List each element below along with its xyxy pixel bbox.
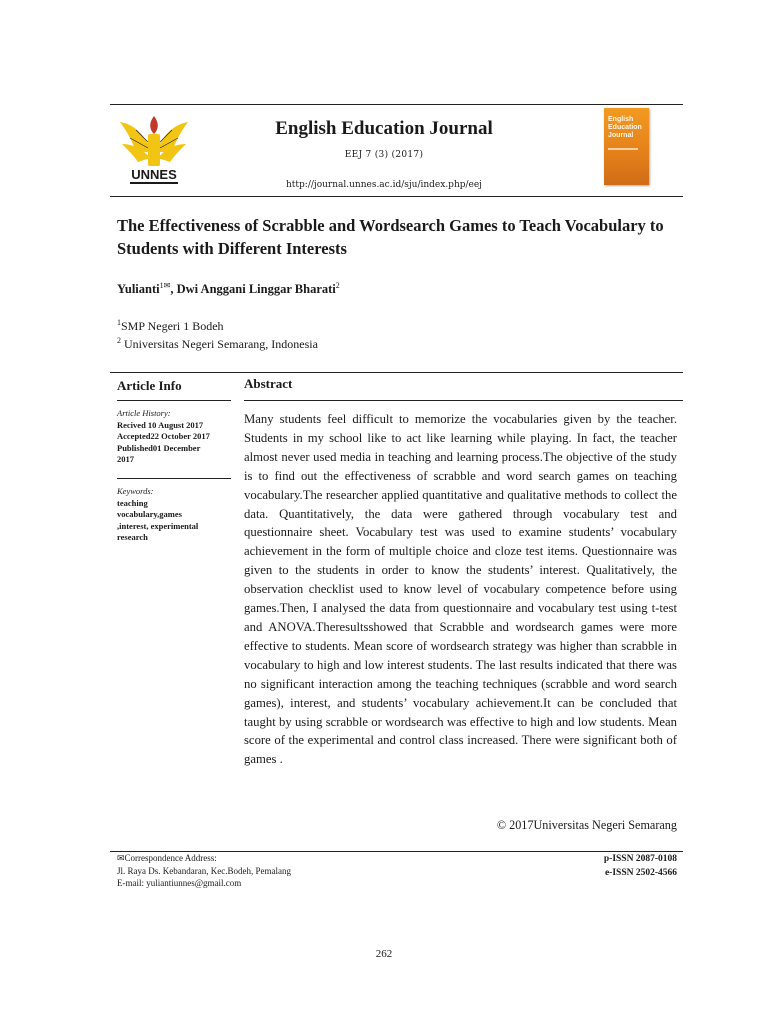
correspondence-label: ✉Correspondence Address:	[117, 853, 217, 863]
copyright-line: © 2017Universitas Negeri Semarang	[496, 818, 677, 832]
keywords-label: Keywords:	[117, 486, 154, 496]
p-issn: p-ISSN 2087-0108	[603, 854, 677, 864]
info-top-rule	[110, 372, 683, 373]
affiliation-2: $^2$ Universitas Negeri Semarang, Indonesia	[117, 336, 318, 351]
history-label: Article History:	[117, 408, 171, 418]
author-1: Yulianti	[117, 282, 160, 297]
keyword-line: research	[117, 532, 148, 543]
correspondence-address: Jl. Raya Ds. Kebandaran, Kec.Bodeh, Pemalang	[117, 865, 291, 876]
abstract-text: Many students feel difficult to memorize the vocabularies given by the teacher. Students in my school like to act like learning while playing. In fact, the teacher almost never used media in teaching and learning process.The objective of the study is to find out the effectiveness of scrabble and word search games on teaching vocabulary.The researcher applied quantitative and qualitative methods to collect the data. Quantitatively, the data were gathered through vocabulary test and questionnaire sheet. Vocabulary test was used to examine students’ vocabulary achievement in the form of multiple choice and cloze test items. Questionnaire was given to the students in order to know the students’ interest. Qualitatively, the observation checklist used to know level of vocabulary competence before using games.Then, I analysed the data from questionnaire and vocabulary test using t-test and ANOVA.Theresultsshowed that Scrabble and wordsearch games were more effective to students. Mean score of wordsearch strategy was higher than scrabble in vocabulary to high and low interest students. The last results indicated that there was no significant interaction among the teaching techniques (scrabble and word search games), interest, and students’ vocabulary achievement.It can be concluded that taught by using scrabble or wordsearch was effective to high and low students. Mean score of the experimental and control class increased. There were significant both of games .	[244, 412, 677, 767]
cover-bar	[608, 148, 638, 150]
article-info-heading: Article Info	[117, 378, 182, 393]
article-info-rule	[117, 400, 231, 401]
correspondence-block	[117, 852, 291, 890]
journal-volume: EEJ 7 (3) (2017)	[344, 150, 424, 160]
header-bottom-rule	[110, 196, 683, 197]
page-number: 262	[375, 948, 393, 960]
author-2-marker: 2	[335, 281, 340, 290]
journal-url[interactable]: http://journal.unnes.ac.id/sju/index.php/eej	[286, 180, 482, 190]
e-issn: e-ISSN 2502-4566	[604, 868, 677, 878]
affiliation-1: $^1$SMP Negeri 1 Bodeh	[117, 318, 224, 333]
journal-title: English Education Journal	[275, 118, 493, 139]
cover-title: English Education Journal	[608, 116, 642, 139]
logo-wordmark: UNNES	[131, 167, 177, 182]
accepted-date: Accepted22 October 2017	[117, 431, 210, 442]
received-date: Recived 10 August 2017	[117, 419, 204, 430]
abstract-rule	[244, 400, 683, 401]
author-line	[117, 281, 340, 297]
keyword-line: teaching	[117, 497, 148, 508]
keywords-block	[117, 486, 233, 544]
journal-cover-image	[604, 108, 649, 185]
issn-block	[604, 852, 677, 880]
published-year: 2017	[117, 454, 134, 465]
correspondence-email[interactable]: E-mail: yuliantiunnes@gmail.com	[117, 878, 242, 888]
keywords-rule	[117, 478, 231, 479]
author-1-marker: 1✉	[159, 281, 171, 290]
paper-title: The Effectiveness of Scrabble and Wordsearch Games to Teach Vocabulary to Students with Different Interests	[117, 216, 664, 258]
author-2: , Dwi Anggani Linggar Bharati	[170, 282, 336, 297]
article-history	[117, 408, 233, 466]
abstract-heading: Abstract	[244, 376, 293, 391]
keyword-line: vocabulary,games	[117, 509, 182, 520]
header-top-rule	[110, 104, 683, 105]
published-date: Published01 December	[117, 442, 201, 453]
keyword-line: ,interest, experimental	[117, 520, 199, 531]
